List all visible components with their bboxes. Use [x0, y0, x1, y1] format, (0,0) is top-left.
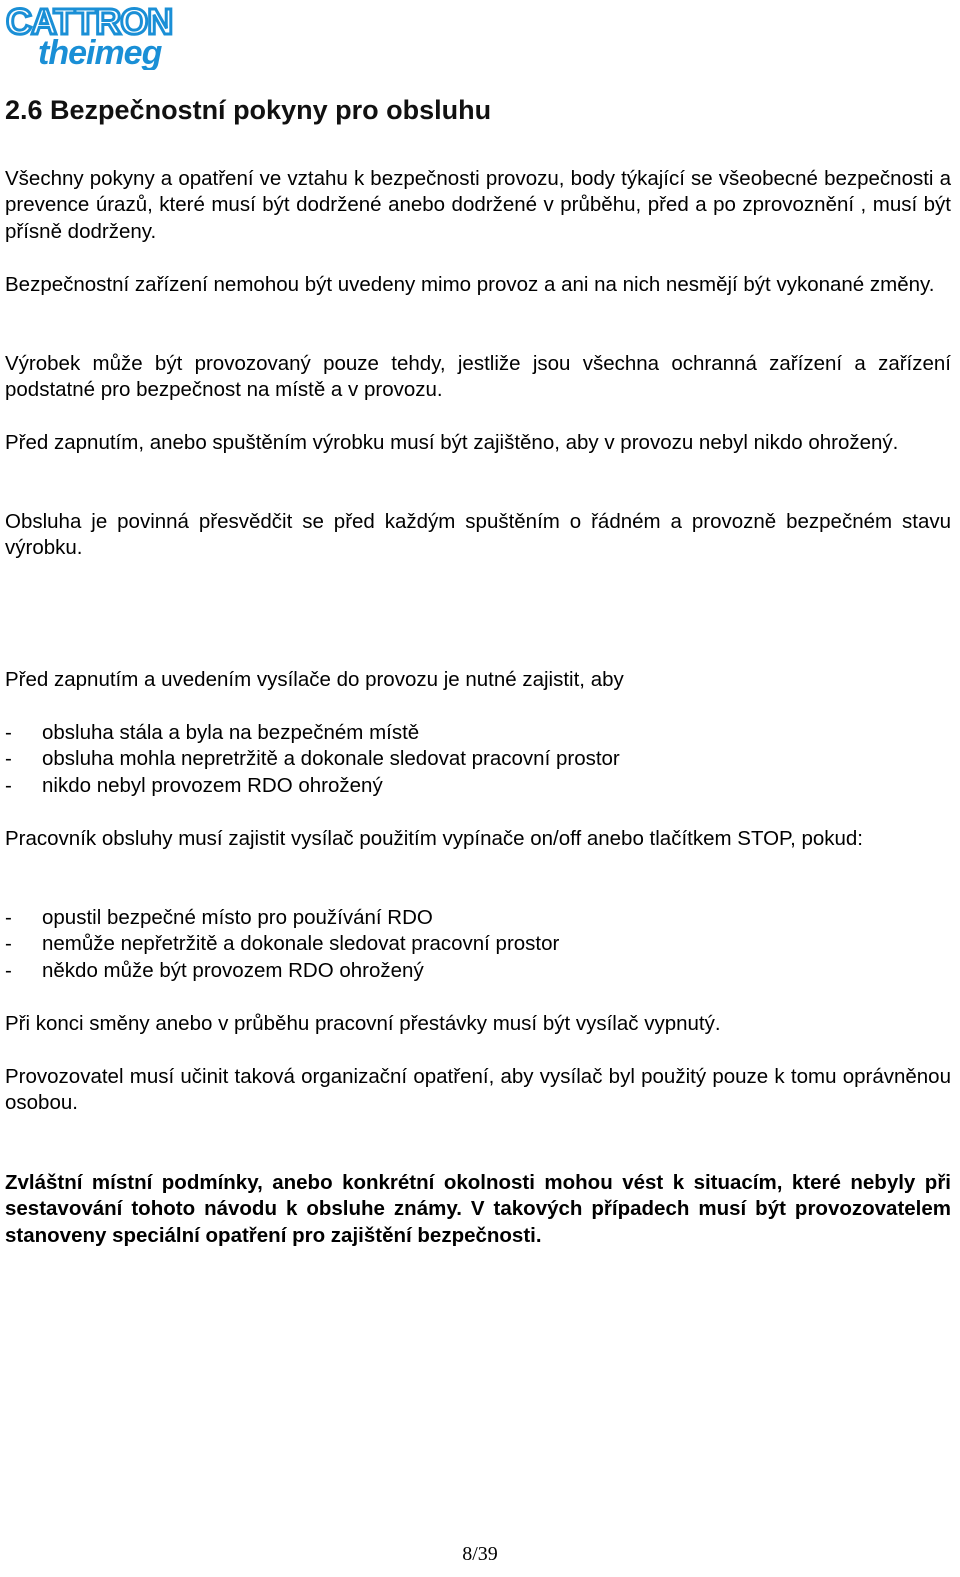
logo-line-theimeg: theimeg [38, 34, 162, 70]
paragraph-special-conditions: Zvláštní místní podmínky, anebo konkrétní okolnosti mohou vést k situacím, které nebyly při sestavování tohoto návodu k obsluhe známy. V takových případech musí být provozovatelem stanoveny speciální opatření pro zajištění bezpečnosti. [5, 1171, 951, 1247]
company-logo [4, 2, 222, 70]
paragraph-safety-devices: Bezpečnostní zařízení nemohou být uvedeny mimo provoz a ani na nich nesmějí být vykonané změny. [5, 273, 935, 296]
paragraph-secure-transmitter: Pracovník obsluhy musí zajistit vysílač použitím vypínače on/off anebo tlačítkem STOP, pokud: [5, 827, 864, 850]
list-item: - někdo může být provozem RDO ohrožený [5, 959, 424, 982]
paragraph-intro-list: Před zapnutím a uvedením vysílače do provozu je nutné zajistit, aby [5, 668, 624, 691]
list-item: - obsluha stála a byla na bezpečném místě [5, 721, 420, 744]
list-item: - opustil bezpečné místo pro používání RDO [5, 906, 433, 929]
logo-line-cattron: CATTRON [6, 2, 173, 42]
paragraph-operator-check: Obsluha je povinná přesvědčit se před každým spuštěním o řádném a provozně bezpečném stavu výrobku. [5, 510, 951, 560]
list-item: - obsluha mohla nepretržitě a dokonale sledovat pracovní prostor [5, 747, 620, 770]
list-item: - nikdo nebyl provozem RDO ohrožený [5, 774, 383, 797]
paragraph-general-safety: Všechny pokyny a opatření ve vztahu k bezpečnosti provozu, body týkající se všeobecné bezpečnosti a prevence úrazů, které musí být dodržené anebo dodržené v průběhu, před a po zprovoznění , musí být přísně dodrženy. [5, 167, 951, 243]
paragraph-end-of-shift: Při konci směny anebo v průběhu pracovní přestávky musí být vysílač vypnutý. [5, 1012, 721, 1035]
paragraph-operator-measures: Provozovatel musí učinit taková organizační opatření, aby vysílač byl použitý pouze k tomu oprávněnou osobou. [5, 1065, 951, 1115]
paragraph-before-start: Před zapnutím, anebo spuštěním výrobku musí být zajištěno, aby v provozu nebyl nikdo ohrožený. [5, 431, 899, 454]
list-item: - nemůže nepřetržitě a dokonale sledovat pracovní prostor [5, 932, 560, 955]
page-number: 8/39 [462, 1543, 498, 1565]
section-heading: 2.6 Bezpečnostní pokyny pro obsluhu [5, 95, 492, 125]
paragraph-operation-condition: Výrobek může být provozovaný pouze tehdy, jestliže jsou všechna ochranná zařízení a zařízení podstatné pro bezpečnost na místě a v provozu. [5, 352, 951, 402]
